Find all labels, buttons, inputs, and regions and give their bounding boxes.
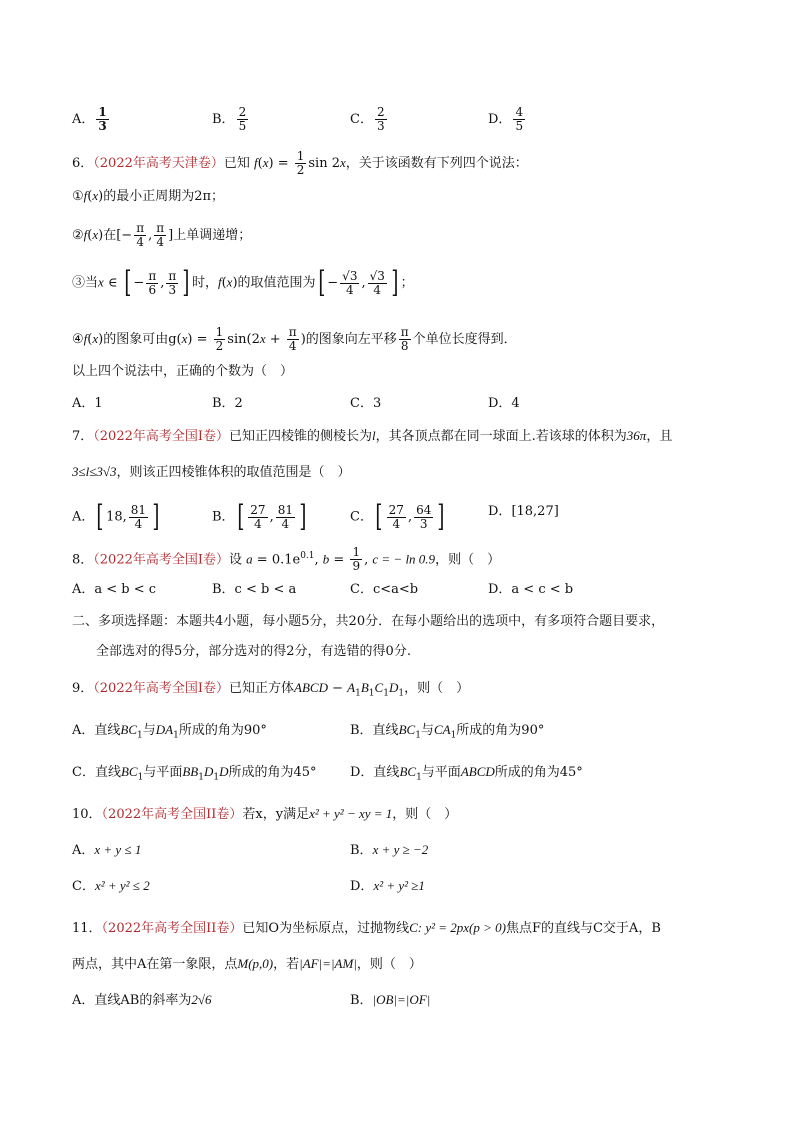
- q5-option-a: A． $\frac{1}{3}$: [72, 105, 107, 133]
- q6-stem: 6．（2022年高考天津卷）已知 f(x) = $\frac{1}{2}$ sin 2x，关于该函数有下列四个说法：: [72, 149, 528, 177]
- q7-stem-cont: 3≤l≤3√3，则该正四棱锥体积的取值范围是（ ）: [72, 464, 351, 480]
- q11-stem: 11．（2022年高考全国II卷）已知O为坐标原点，过抛物线C: y² = 2px(p > 0)焦点F的直线与C交于A，B: [72, 920, 661, 936]
- q11-stem-cont: 两点，其中A在第一象限，点M(p,0)，若|AF|=|AM|，则（ ）: [72, 956, 422, 972]
- q6-statement-2: ②f(x)在[− $\frac{\pi}{4}$ , $\frac{\pi}{4}$ ]上单调递增；: [72, 221, 252, 249]
- q5-option-d: D． $\frac{4}{5}$: [488, 105, 524, 133]
- q6-option-d: D．4: [488, 396, 520, 411]
- section2-heading-cont: 全部选对的得5分，部分选对的得2分，有选错的得0分.: [96, 644, 411, 659]
- q9-option-c: C．直线$BC_1$与平面$BB_1D_1D$所成的角为45°: [72, 764, 317, 783]
- q11-option-b: B．|OB|=|OF|: [350, 992, 431, 1008]
- q6-option-c: C．3: [350, 396, 382, 411]
- q9-option-b: B．直线$BC_1$与$CA_1$所成的角为90°: [350, 722, 545, 741]
- q7-option-b: B．[ $\frac{27}{4}$ , $\frac{81}{4}$ ]: [212, 499, 307, 534]
- q11-option-a: A．直线AB的斜率为2√6: [72, 992, 212, 1008]
- q9-stem: 9．（2022年高考全国I卷）已知正方体ABCD − $A_1B_1C_1D_1$，则（ ）: [72, 680, 470, 699]
- q6-question: 以上四个说法中，正确的个数为（ ）: [72, 364, 294, 379]
- q9-option-a: A．直线$BC_1$与$DA_1$所成的角为90°: [72, 722, 267, 741]
- q10-option-d: D．x² + y² ≥1: [350, 878, 425, 894]
- q7-option-a: A．[ 18, $\frac{81}{4}$ ]: [72, 499, 160, 534]
- q6-statement-3: ③当x ∈ [ − $\frac{\pi}{6}$ , $\frac{\pi}{3}$ ] 时，f(x)的取值范围为[ − $\frac{√3}{4}$ , $\frac{√3}{4}$ ] ；: [72, 265, 414, 300]
- q7-option-d: D．[18,27]: [488, 504, 559, 519]
- q8-option-c: C．c<a<b: [350, 582, 419, 597]
- q6-statement-1: ①f(x)的最小正周期为2π；: [72, 188, 225, 204]
- q10-option-c: C．x² + y² ≤ 2: [72, 878, 150, 894]
- q6-option-a: A．1: [72, 396, 103, 411]
- q5-option-c: C． $\frac{2}{3}$: [350, 105, 385, 133]
- q10-option-b: B．x + y ≥ −2: [350, 842, 429, 858]
- q9-option-d: D．直线$BC_1$与平面ABCD所成的角为45°: [350, 764, 583, 783]
- q7-stem: 7．（2022年高考全国I卷）已知正四棱锥的侧棱长为l，其各顶点都在同一球面上.若该球的体积为36π，且: [72, 428, 673, 444]
- q8-option-b: B．c < b < a: [212, 582, 297, 597]
- q6-statement-4: ④f(x)的图象可由g(x) = $\frac{1}{2}$ sin(2x + $\frac{\pi}{4}$ )的图象向左平移 $\frac{\pi}{8}$ 个单位长度得到．: [72, 325, 517, 353]
- q8-option-d: D．a < c < b: [488, 582, 574, 597]
- q10-option-a: A．x + y ≤ 1: [72, 842, 142, 858]
- section2-heading: 二、多项选择题：本题共4小题，每小题5分，共20分．在每小题给出的选项中，有多项符合题目要求，: [72, 614, 665, 629]
- q8-stem: 8．（2022年高考全国I卷）设 $a = 0.1e^{0.1}$, b = $\frac{1}{9}$ , c = − ln 0.9，则（ ）: [72, 545, 501, 574]
- q8-option-a: A．a < b < c: [72, 582, 157, 597]
- q5-option-b: B． $\frac{2}{5}$: [212, 105, 247, 133]
- q6-option-b: B．2: [212, 396, 243, 411]
- q7-option-c: C．[ $\frac{27}{4}$ , $\frac{64}{3}$ ]: [350, 499, 445, 534]
- q10-stem: 10．（2022年高考全国II卷）若x，y满足x² + y² − xy = 1，则（ ）: [72, 806, 458, 822]
